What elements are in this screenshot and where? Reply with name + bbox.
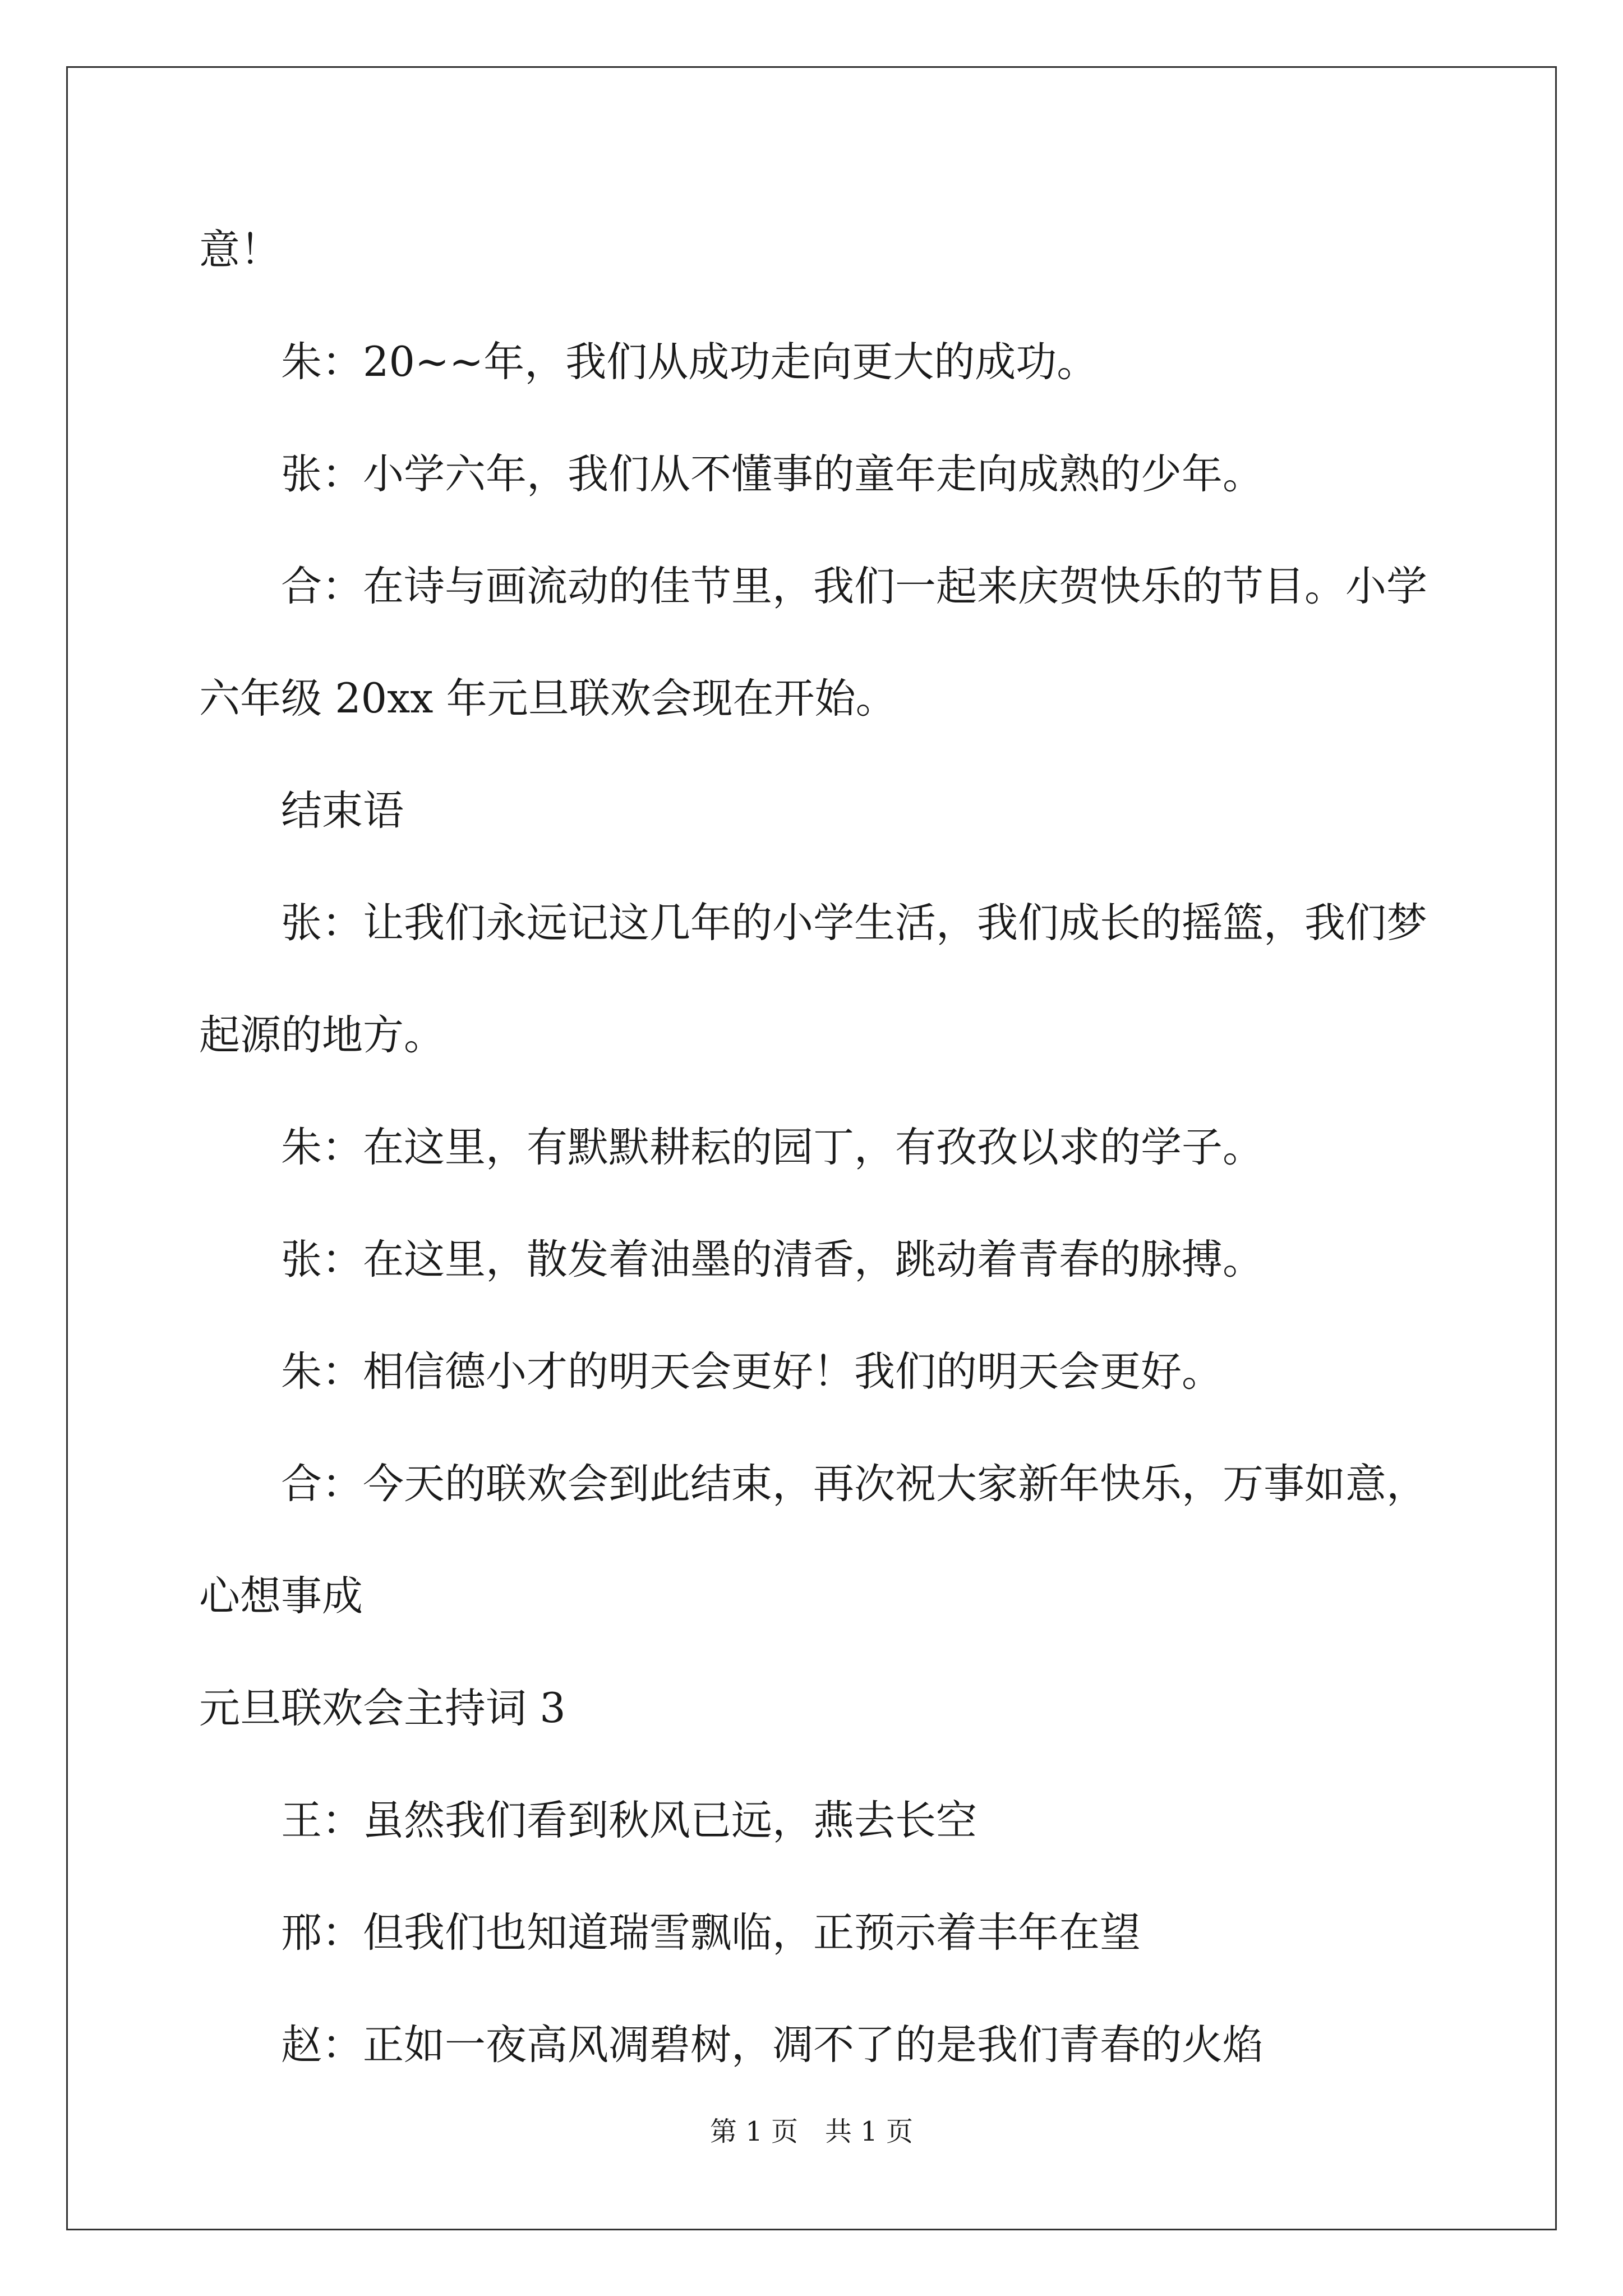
text-line: 起源的地方。 [199, 1011, 445, 1059]
text-line: 朱：20~~年，我们从成功走向更大的成功。 [281, 338, 1098, 386]
page-footer [0, 2115, 1623, 2148]
section-title: 元旦联欢会主持词 3 [199, 1685, 566, 1732]
text-line: 六年级 20xx 年元旦联欢会现在开始。 [199, 675, 897, 723]
text-line: 张：让我们永远记这几年的小学生活，我们成长的摇篮，我们梦 [281, 899, 1427, 947]
page-number-current: 第 1 页 [709, 2116, 798, 2147]
text-line: 赵：正如一夜高风凋碧树，凋不了的是我们青春的火焰 [281, 2021, 1264, 2069]
section-heading: 结束语 [281, 787, 404, 835]
text-line: 合：今天的联欢会到此结束，再次祝大家新年快乐，万事如意， [281, 1460, 1427, 1508]
text-line: 合：在诗与画流动的佳节里，我们一起来庆贺快乐的节目。小学 [281, 563, 1427, 610]
text-line: 朱：在这里，有默默耕耘的园丁，有孜孜以求的学子。 [281, 1124, 1264, 1171]
text-line: 朱：相信德小才的明天会更好！我们的明天会更好。 [281, 1348, 1223, 1396]
text-line: 心想事成 [199, 1572, 363, 1620]
document-body [199, 213, 1433, 2120]
text-line: 张：在这里，散发着油墨的清香，跳动着青春的脉搏。 [281, 1236, 1264, 1283]
text-line: 张：小学六年，我们从不懂事的童年走向成熟的少年。 [281, 450, 1264, 498]
text-line: 王：虽然我们看到秋风已远，燕去长空 [281, 1797, 977, 1844]
text-line: 邢：但我们也知道瑞雪飘临，正预示着丰年在望 [281, 1909, 1141, 1957]
page-number-total: 共 1 页 [825, 2116, 914, 2147]
text-line: 意！ [199, 226, 281, 274]
